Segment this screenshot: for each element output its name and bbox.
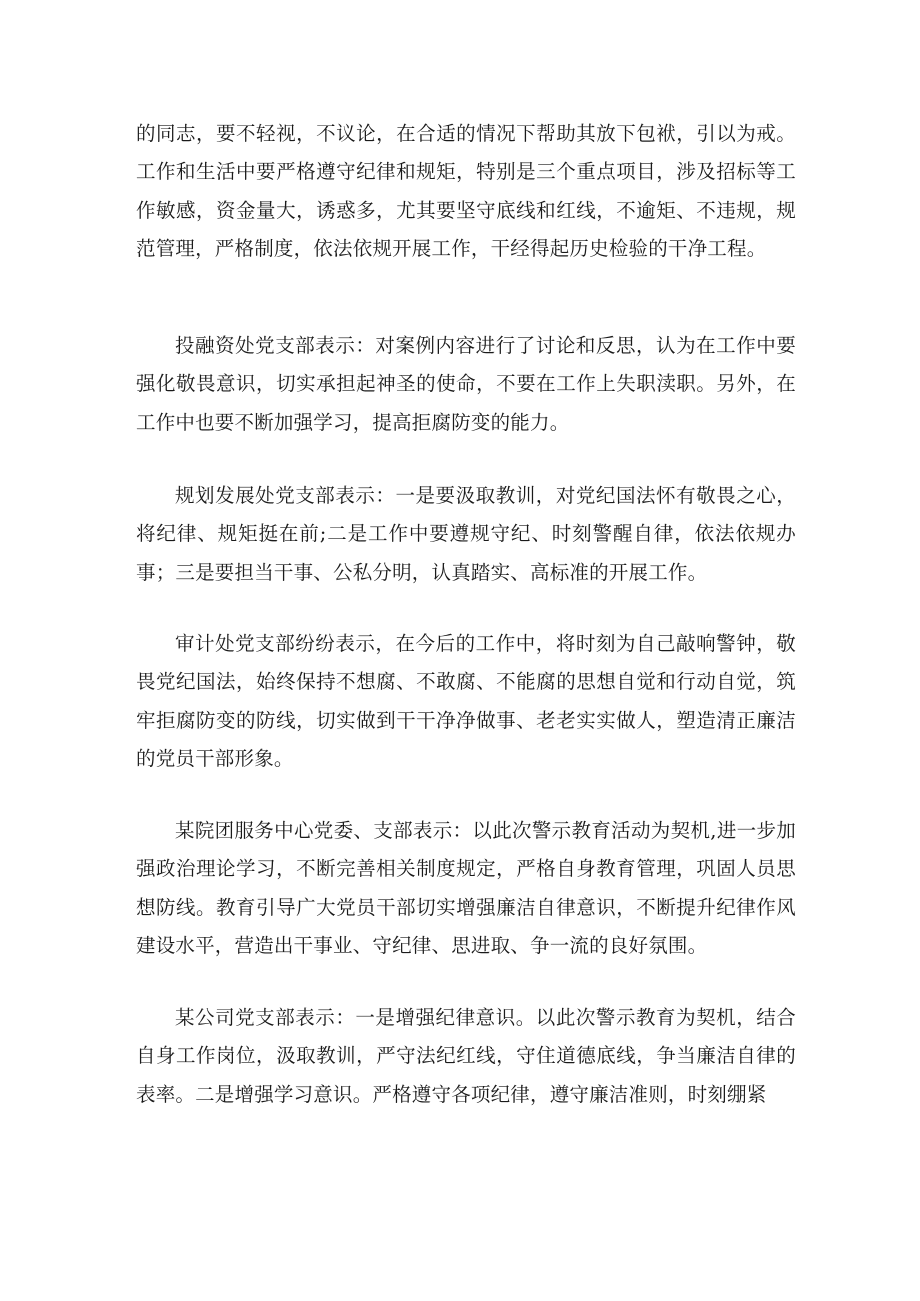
paragraph-continuation: 的同志，要不轻视，不议论，在合适的情况下帮助其放下包袱，引以为戒。工作和生活中要严格遵守纪律和规矩，特别是三个重点项目，涉及招标等工作敏感，资金量大，诱惑多，尤其要坚守底线和红线，不逾矩、不违规，规范管理，严格制度，依法依规开展工作，干经得起历史检验的干净工程。 — [136, 122, 796, 260]
paragraph-company-branch: 某公司党支部表示：一是增强纪律意识。以此次警示教育为契机，结合自身工作岗位，汲取教训，严守法纪红线，守住道德底线，争当廉洁自律的表率。二是增强学习意识。严格遵守各项纪律，遵守廉洁准则，时刻绷紧 — [136, 1006, 796, 1106]
paragraph-service-center: 某院团服务中心党委、支部表示：以此次警示教育活动为契机,进一步加强政治理论学习，不断完善相关制度规定，严格自身教育管理，巩固人员思想防线。教育引导广大党员干部切实增强廉洁自律意识，不断提升纪律作风建设水平，营造出干事业、守纪律、思进取、争一流的良好氛围。 — [136, 819, 796, 957]
paragraph-audit-branch: 审计处党支部纷纷表示，在今后的工作中，将时刻为自己敲响警钟，敬畏党纪国法，始终保持不想腐、不敢腐、不能腐的思想自觉和行动自觉，筑牢拒腐防变的防线，切实做到干干净净做事、老老实实做人，塑造清正廉洁的党员干部形象。 — [136, 632, 796, 770]
paragraph-planning-branch: 规划发展处党支部表示：一是要汲取教训，对党纪国法怀有敬畏之心，将纪律、规矩挺在前;二是工作中要遵规守纪、时刻警醒自律，依法依规办事；三是要担当干事、公私分明，认真踏实、高标准的开展工作。 — [136, 484, 796, 584]
paragraph-investment-branch: 投融资处党支部表示：对案例内容进行了讨论和反思，认为在工作中要强化敬畏意识，切实承担起神圣的使命，不要在工作上失职渎职。另外，在工作中也要不断加强学习，提高拒腐防变的能力。 — [136, 334, 796, 434]
